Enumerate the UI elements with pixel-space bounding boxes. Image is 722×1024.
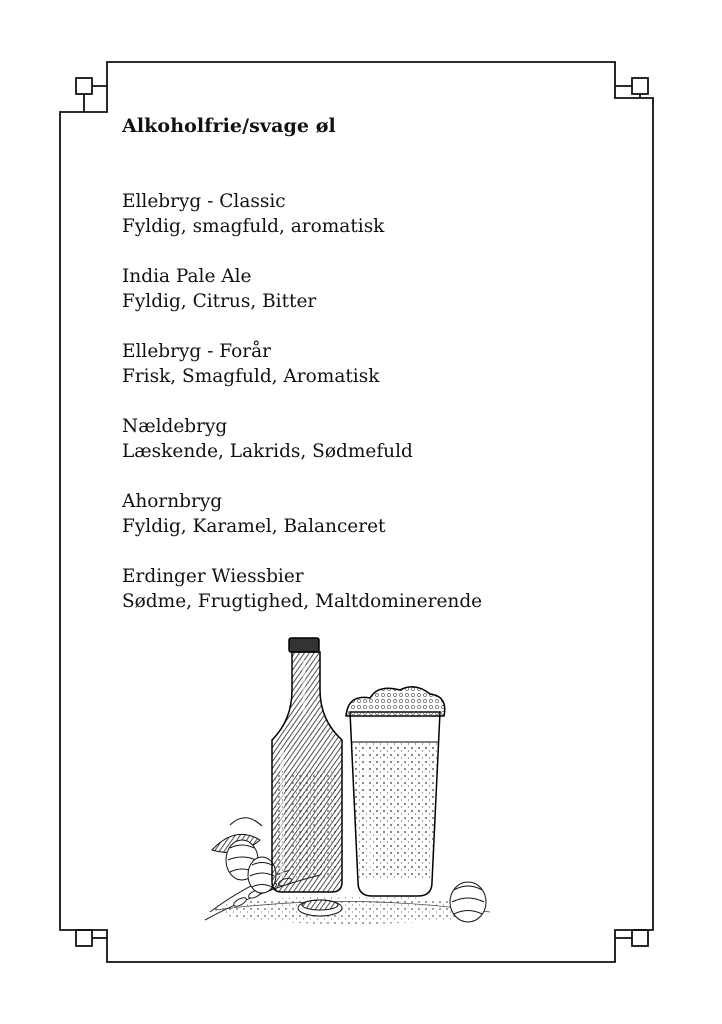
list-item [122, 264, 482, 314]
beer-description: Sødme, Frugtighed, Maltdominerende [122, 591, 483, 612]
beer-description: Fyldig, smagfuld, aromatisk [122, 216, 385, 237]
beer-description: Læskende, Lakrids, Sødmefuld [122, 441, 413, 462]
list-item [122, 414, 482, 464]
beer-name: Ahornbryg [122, 491, 223, 512]
hops-icon [450, 882, 486, 922]
beer-list [122, 189, 482, 639]
list-item [122, 189, 482, 239]
ground-shading [215, 896, 490, 924]
list-item [122, 339, 482, 389]
bottle-cap-icon [298, 900, 342, 916]
beer-description: Frisk, Smagfuld, Aromatisk [122, 366, 380, 387]
section-title: Alkoholfrie/svage øl [122, 115, 336, 137]
hops-icon [212, 818, 276, 893]
beer-illustration [200, 620, 495, 940]
beer-bottle-icon [272, 638, 342, 892]
beer-description: Fyldig, Karamel, Balanceret [122, 516, 386, 537]
beer-name: Erdinger Wiessbier [122, 566, 304, 587]
beer-name: India Pale Ale [122, 266, 252, 287]
beer-name: Ellebryg - Forår [122, 341, 271, 362]
list-item [122, 564, 482, 614]
beer-name: Ellebryg - Classic [122, 191, 286, 212]
list-item [122, 489, 482, 539]
beer-name: Nældebryg [122, 416, 228, 437]
beer-glass-icon [346, 687, 445, 896]
beer-description: Fyldig, Citrus, Bitter [122, 291, 317, 312]
